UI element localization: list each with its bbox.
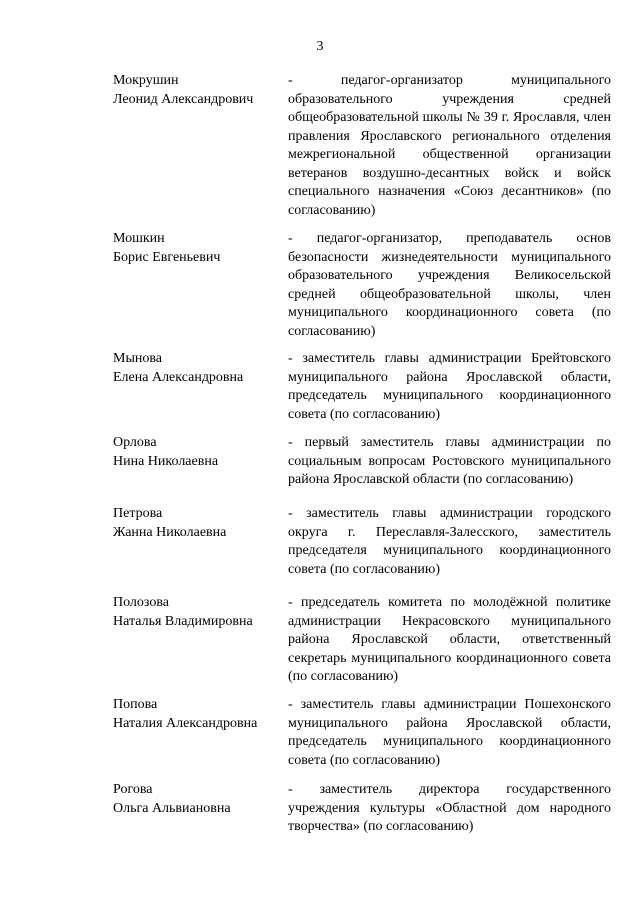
member-given-names: Ольга Альвиановна — [113, 800, 231, 816]
member-surname: Мошкин — [113, 231, 165, 246]
member-given-names: Наталья Владимировна — [113, 613, 253, 629]
member-role: - председатель комитета по молодёжной политике администрации Некрасовского муниципального района Ярославской области, ответственный секретарь муниципального координационного совета (по согласованию) — [288, 595, 611, 684]
member-name — [113, 781, 283, 818]
member-given-names: Елена Александровна — [113, 369, 244, 385]
member-role: - заместитель главы администрации Брейтовского муниципального района Ярославской области, председатель муниципального координационного совета (по согласованию) — [288, 351, 611, 422]
member-name — [113, 696, 283, 733]
member-name — [113, 594, 283, 631]
member-name — [113, 434, 283, 471]
member-role: - заместитель директора государственного учреждения культуры «Областной дом народного творчества» (по согласованию) — [288, 782, 611, 834]
member-role: - педагог-организатор, преподаватель основ безопасности жизнедеятельности муниципального образовательного учреждения Великосельской средней общеобразовательной школы, член муниципального координационного совета (по согласованию) — [288, 231, 611, 339]
member-surname: Мынова — [113, 351, 162, 366]
member-given-names: Борис Евгеньевич — [113, 249, 221, 265]
member-given-names: Леонид Александрович — [113, 91, 254, 107]
member-surname: Петрова — [113, 506, 163, 521]
member-given-names: Наталия Александровна — [113, 715, 258, 731]
member-role: - заместитель главы администрации Пошехонского муниципального района Ярославской области, председатель муниципального координационного совета (по согласованию) — [288, 697, 611, 768]
page-number: 3 — [316, 39, 324, 54]
member-name — [113, 72, 283, 109]
member-name — [113, 230, 283, 267]
member-name — [113, 505, 283, 542]
member-surname: Мокрушин — [113, 73, 179, 88]
member-surname: Рогова — [113, 782, 153, 797]
member-given-names: Нина Николаевна — [113, 453, 219, 469]
member-role: - заместитель главы администрации городского округа г. Переславля-Залесского, заместитель председателя муниципального координационного совета (по согласованию) — [288, 506, 611, 577]
member-surname: Полозова — [113, 595, 169, 610]
member-role: - педагог-организатор муниципального образовательного учреждения средней общеобразовательной школы № 39 г. Ярославля, член правления Ярославского регионального отделения межрегиональной общественной организации ветеранов воздушно-десантных войск и войск специального назначения «Союз десантников» (по согласованию) — [288, 73, 611, 218]
member-surname: Орлова — [113, 435, 157, 450]
member-role: - первый заместитель главы администрации по социальным вопросам Ростовского муниципального района Ярославской области (по согласованию) — [288, 435, 611, 487]
member-name — [113, 350, 283, 387]
member-given-names: Жанна Николаевна — [113, 524, 227, 540]
member-surname: Попова — [113, 697, 158, 712]
